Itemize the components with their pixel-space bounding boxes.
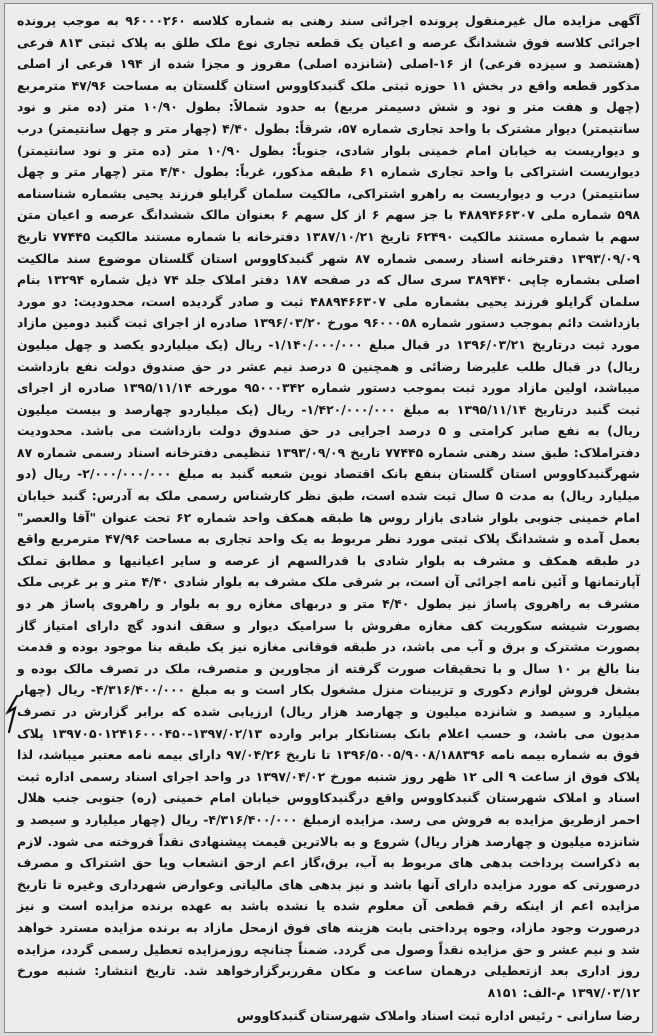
margin-pen-mark xyxy=(5,694,19,734)
auction-notice xyxy=(4,3,653,1033)
notice-signature: رضا سارانی - رئیس اداره ثبت اسناد واملاک شهرستان گنبدکاووس xyxy=(236,1008,640,1024)
notice-body: آگهی مزایده مال غیرمنقول پرونده اجرائی سند رهنی به شماره کلاسه ۹۶۰۰۰۲۶۰ به موجب پرونده اجرائی کلاسه فوق ششدانگ عرصه و اعیان یک قطعه تجاری نوع ملک طلق به پلاک ثبتی ۸۱۳ فرعی (هشتصد و سیزده فرعی) از ۱۶-اصلی (شانزده اصلی) مفروز و مجزا شده از ۱۹۴ فرعی از اصلی مذکور قطعه واقع در بخش ۱۱ حوزه ثبتی ملک گنبدکاووس استان گلستان به مساحت ۴۷/۹۶ مترمربع (چهل و هفت متر و نود و شش دسیمتر مربع) به حدود شمالاً: بطول ۱۰/۹۰ متر (ده متر و نود سانتیمتر) دیوار مشترک با واحد تجاری شماره ۵۷، شرقاً: بطول ۴/۴۰ (چهار متر و چهل سانتیمتر) درب و دیواریست به خیابان امام خمینی بلوار شادی، جنوباً: بطول ۱۰/۹۰ متر (ده متر و نود سانتیمتر) دیواریست اشتراکی با واحد تجاری شماره ۶۱ طبقه مذکور، غرباً: بطول ۴/۴۰ متر (چهار متر و چهل سانتیمتر) درب و دیواریست به راهرو اشتراکی، مالکیت سلمان گرایلو فرزند یحیی بشماره شناسنامه ۵۹۸ شماره ملی ۴۸۸۹۴۶۶۳۰۷ با جز سهم ۶ از کل سهم ۶ بعنوان مالک ششدانگ عرصه و اعیان متن سهم با شماره مستند مالکیت ۶۲۴۹۰ تاریخ ۱۳۸۷/۱۰/۲۱ دفترخانه با شماره مستند مالکیت ۷۷۴۴۵ تاریخ ۱۳۹۳/۰۹/۰۹ دفترخانه اسناد رسمی شماره ۸۷ شهر گنبدکاووس استان گلستان موضوع سند مالکیت اصلی بشماره چاپی ۳۸۹۴۴۰ سری سال که در صفحه ۱۸۷ دفتر املاک جلد ۷۴ ذیل شماره ۱۳۲۹۴ بنام سلمان گرایلو فرزند یحیی بشماره ملی ۴۸۸۹۴۶۶۳۰۷ ثبت و صادر گردیده است، محدودیت: دو مورد بازداشت دائم بموجب دستور شماره ۹۶۰۰۰۵۸ مورخ ۱۳۹۶/۰۳/۲۰ صادره از اجرای ثبت گنبد دومین مازاد مورد ثبت درتاریخ ۱۳۹۶/۰۳/۲۱ در قبال مبلغ ۱/۱۴۰/۰۰۰/۰۰۰- ریال (یک میلیاردو یکصد و چهل میلیون ریال) در قبال طلب علیرضا رضائی و همچنین ۵ درصد نیم عشر در حق صندوق دولت نفع بازداشت میباشد، اولین مازاد مورد ثبت بموجب دستور شماره ۹۵۰۰۰۳۴۲ مورخه ۱۳۹۵/۱۱/۱۴ صادره از اجرای ثبت گنبد درتاریخ ۱۳۹۵/۱۱/۱۴ به مبلغ ۱/۴۲۰/۰۰۰/۰۰۰- ریال (یک میلیاردو چهارصد و بیست میلیون ریال) به نفع صابر کرامتی و ۵ درصد اجرایی در حق صندوق دولت بازداشت می باشد. محدودیت دفتراملاک: طبق سند رهنی شماره ۷۷۴۴۵ تاریخ ۱۳۹۳/۰۹/۰۹ تنظیمی دفترخانه اسناد رسمی شماره ۸۷ شهرگنبدکاووس استان گلستان بنفع بانک اقتصاد نوین شعبه گنبد به مبلغ ۲/۰۰۰/۰۰۰/۰۰۰- ریال (دو میلیارد ریال) به مدت ۵ سال ثبت شده است، طبق نظر کارشناس رسمی ملک به آدرس: گنبد خیابان امام خمینی جنوبی بلوار شادی بازار روس ها طبقه همکف واحد شماره ۶۲ تحت عنوان "آقا والعصر" بعمل آمده و ششدانگ پلاک ثبتی مورد نظر مربوط به یک واحد تجاری به مساحت ۴۷/۹۶ مترمربع واقع در طبقه همکف و مشرف به بلوار شادی با قدرالسهم از عرصه و سایر اعیانیها و مطابق تملک آپارتمانها و آئین نامه اجرائی آن است، بر شرقی ملک مشرف به بلوار شادی ۴/۴۰ متر و بر غربی ملک مشرف به راهروی پاساژ نیز بطول ۴/۴۰ متر و دربهای مغازه رو به بلوار و راهروی پاساژ هر دو بصورت شیشه سکوریت کف مغازه مفروش با سرامیک دیوار و سقف اندود گچ دارای امتیاز گاز بصورت مشترک و برق و آب می باشد، در طبقه فوقانی مغازه نیز یک طبقه بنا موجود بوده و قدمت بنا بالغ بر ۱۰ سال و با تحقیقات صورت گرفته از مجاورین و متصرف، ملک در تصرف مالک بوده و بشغل فروش لوازم دکوری و تزیینات منزل مشغول بکار است و به مبلغ ۴/۳۱۶/۴۰۰/۰۰۰- ریال (چهار میلیارد و سیصد و شانزده میلیون و چهارصد هزار ریال) ارزیابی شده که برابر گزارش در تصرف مدیون می باشد، و حسب اعلام بانک بستانکار برابر وارده ۱۳۹۷/۰۲/۱۳-۱۳۹۷۰۵۰۱۲۴۱۶۰۰۰۴۵۰ پلاک فوق به شماره بیمه نامه ۱۳۹۶/۵۰۰۵/۹۰۰۸/۱۸۸۳۹۶ تا تاریخ ۹۷/۰۴/۲۶ دارای بیمه نامه معتبر میباشد، لذا پلاک فوق از ساعت ۹ الی ۱۲ ظهر روز شنبه مورخ ۱۳۹۷/۰۴/۰۲ در واحد اجرای اسناد رسمی اداره ثبت اسناد و املاک شهرستان گنبدکاووس واقع درگنبدکاووس خیابان امام خمینی (ره) جنوبی جنب هلال احمر ازطریق مزایده به فروش می رسد. مزایده ازمبلغ ۴/۳۱۶/۴۰۰/۰۰۰- ریال (چهار میلیارد و سیصد و شانزده میلیون و چهارصد هزار ریال) شروع و به بالاترین قیمت پیشنهادی نقداً فروخته می شود. لازم به ذکراست پرداخت بدهی های مربوط به آب، برق،گاز اعم ازحق انشعاب ویا حق اشتراک و مصرف درصورتی که مورد مزایده دارای آنها باشد و نیز بدهی های مالیاتی وعوارض شهرداری وغیره تا تاریخ مزایده اعم از اینکه رقم قطعی آن معلوم شده یا نشده باشد به عهده برنده مزایده است و نیز درصورت وجود مازاد، وجوه پرداختی بابت هزینه های فوق ازمحل مازاد به برنده مزایده مسترد خواهد شد و نیم عشر و حق مزایده نقداً وصول می گردد. ضمناً چنانچه روزمزایده تعطیل رسمی گردد، مزایده روز اداری بعد ازتعطیلی درهمان ساعت و مکان مقرربرگزارخواهد شد. تاریخ انتشار: شنبه مورخ ۱۳۹۷/۰۳/۱۲ م-الف: ۸۱۵۱ xyxy=(17,13,641,1000)
